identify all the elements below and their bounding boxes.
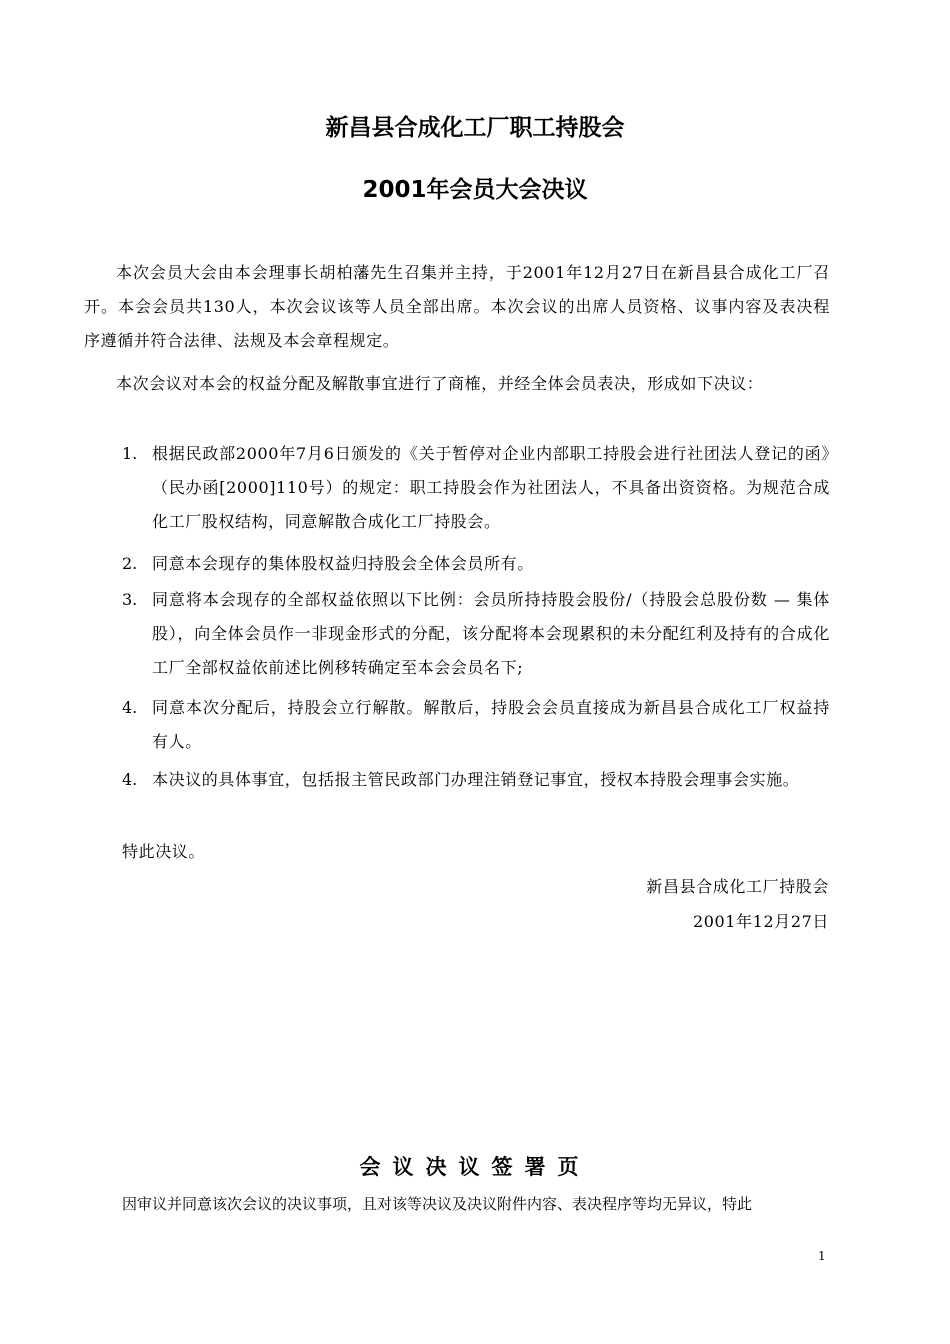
resolution-text: 根据民政部2000年7月6日颁发的《关于暂停对企业内部职工持股会进行社团法人登记的函》（民办函[2000]110号）的规定：职工持股会作为社团法人，不具备出资资格。为规范合成化工厂股权结构，同意解散合成化工厂持股会。 [152,444,830,531]
signature-date: 2001年12月27日 [692,912,829,931]
signature-page-text: 因审议并同意该次会议的决议事项，且对该等决议及决议附件内容、表决程序等均无异议，特此 [122,1195,753,1213]
resolution-number: 1. [122,444,138,463]
resolution-text: 同意本次分配后，持股会立行解散。解散后，持股会会员直接成为新昌县合成化工厂权益持有人。 [152,698,830,751]
resolution-number: 4. [122,698,138,717]
resolution-number: 3. [122,590,138,609]
resolution-text: 同意将本会现存的全部权益依照以下比例：会员所持持股会股份/（持股会总股份数 — 集体股），向全体会员作一非现金形式的分配，该分配将本会现累积的未分配红利及持有的合成化工厂全部权益依前述比例移转确定至本会会员名下; [152,590,830,677]
resolution-number: 2. [122,554,138,573]
signature-organization: 新昌县合成化工厂持股会 [646,877,829,896]
signature-page-title: 会议决议签署页 [359,1155,591,1179]
resolution-item [122,547,830,581]
second-paragraph: 本次会议对本会的权益分配及解散事宜进行了商榷，并经全体会员表决，形成如下决议： [116,374,764,393]
closing-statement: 特此决议。 [122,842,206,861]
resolution-text: 本决议的具体事宜，包括报主管民政部门办理注销登记事宜，授权本持股会理事会实施。 [152,770,800,789]
document-title: 新昌县合成化工厂职工持股会 [325,115,625,141]
resolution-text: 同意本会现存的集体股权益归持股会全体会员所有。 [152,554,534,573]
resolution-item [122,691,830,759]
resolution-item [122,763,830,797]
page-number: 1 [818,1249,826,1263]
resolution-number: 4. [122,770,138,789]
resolution-item [122,583,830,685]
intro-paragraph: 本次会员大会由本会理事长胡柏藩先生召集并主持，于2001年12月27日在新昌县合成化工厂召开。本会会员共130人，本次会议该等人员全部出席。本次会议的出席人员资格、议事内容及表决程序遵循并符合法律、法规及本会章程规定。 [84,263,830,350]
resolution-item [122,437,830,539]
document-subtitle: 2001年会员大会决议 [362,177,588,203]
